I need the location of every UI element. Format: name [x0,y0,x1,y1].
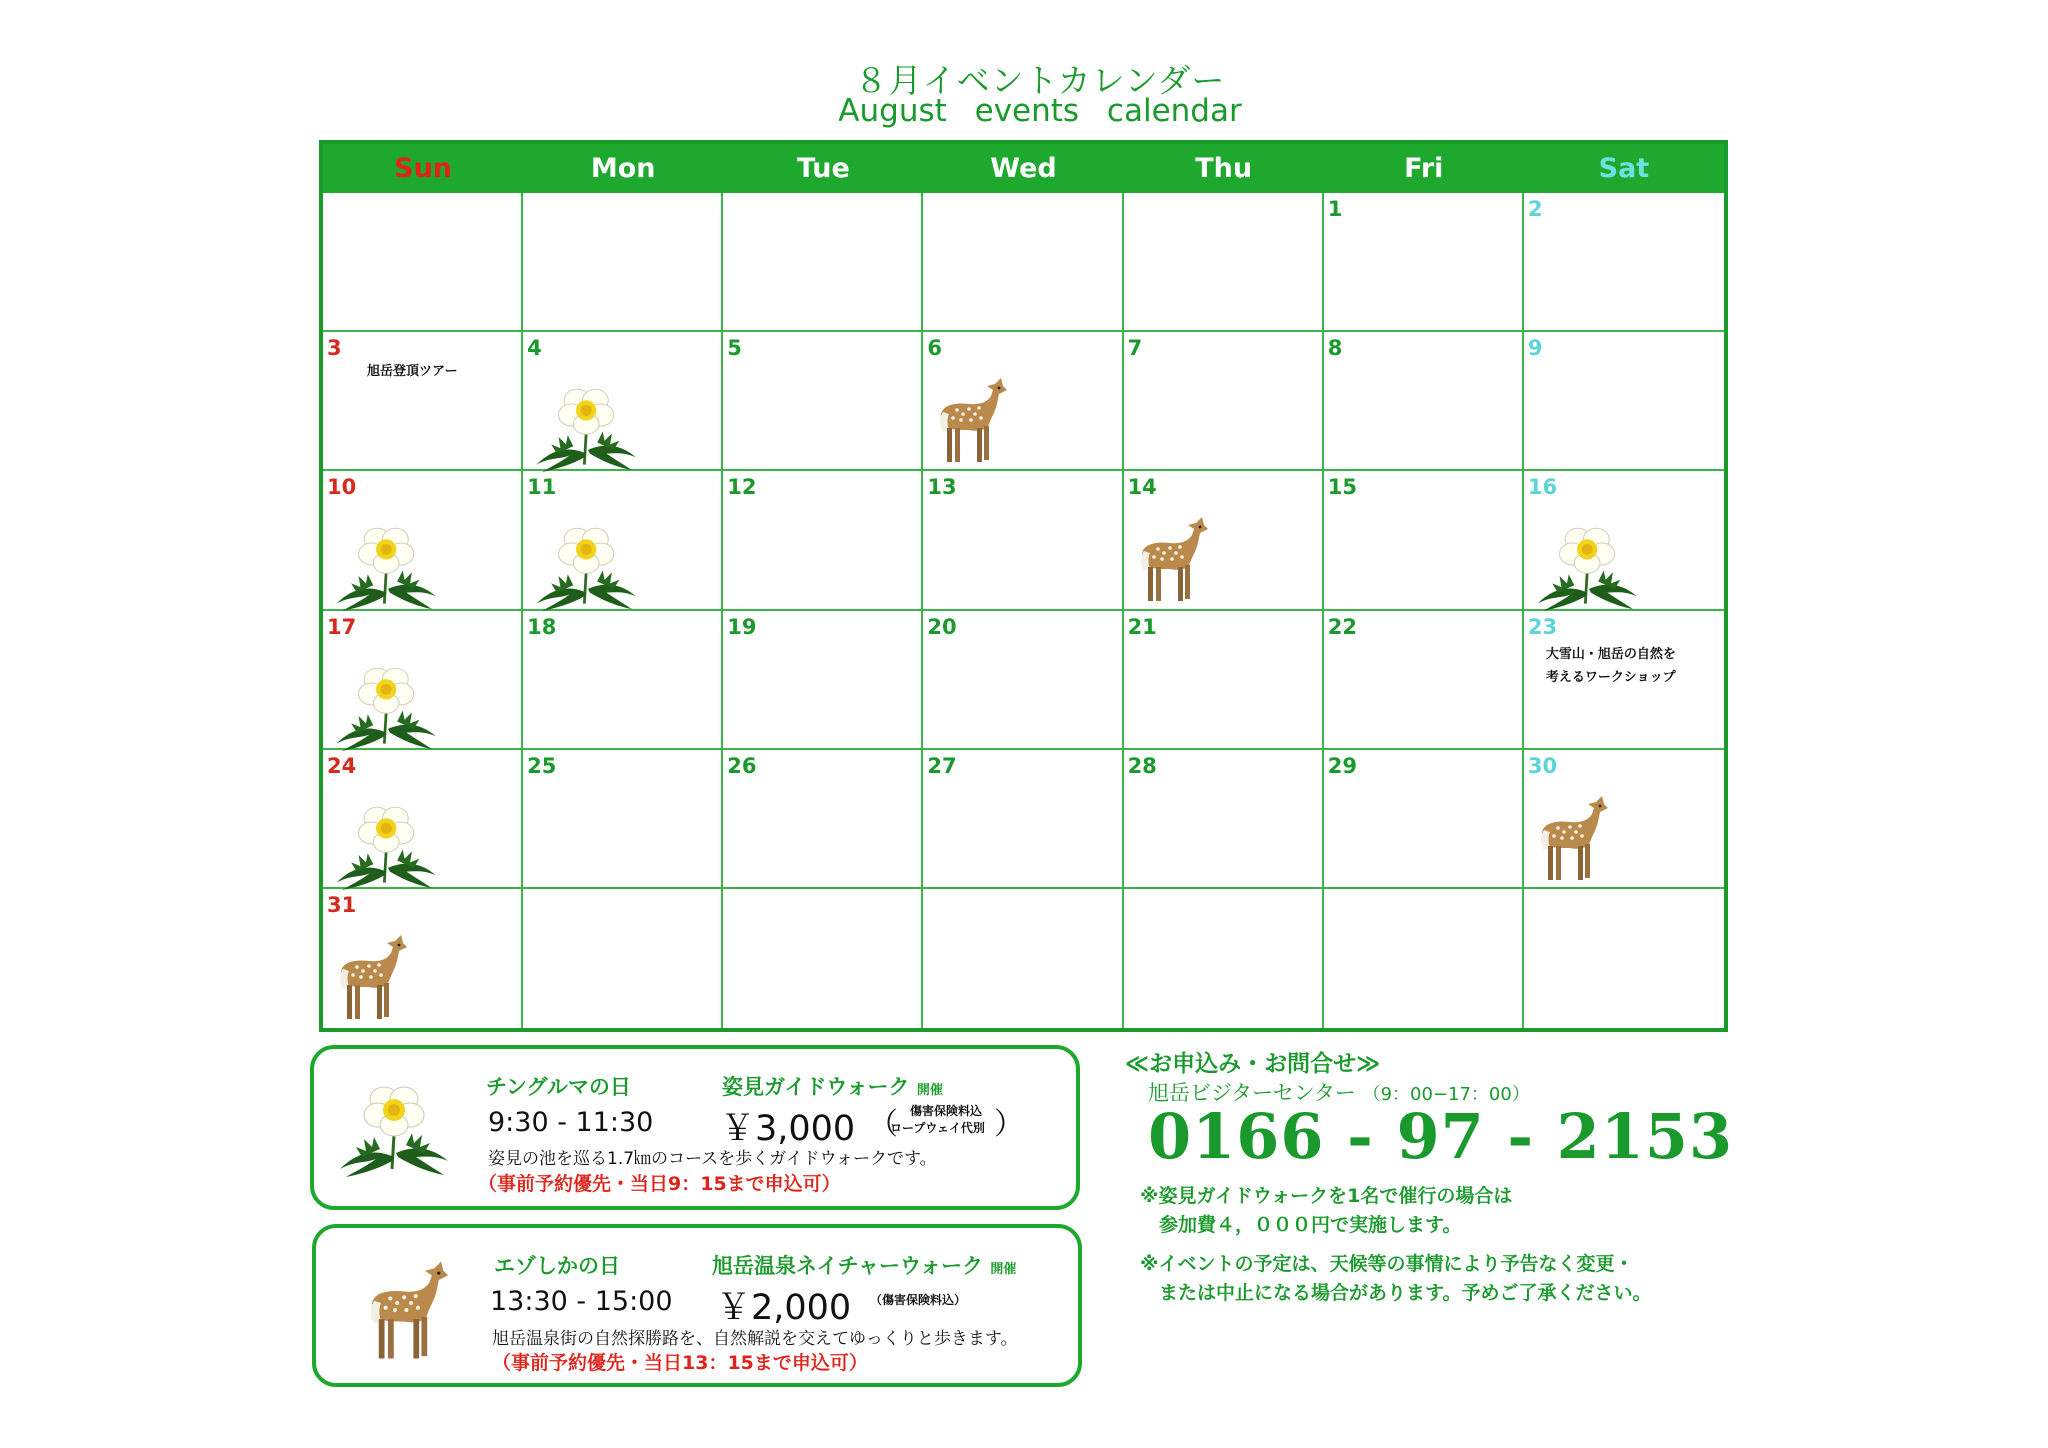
box1-time: 9:30 - 11:30 [488,1107,654,1138]
day-number: 18 [527,614,557,639]
day-number: 28 [1127,753,1157,778]
calendar-day-cell [523,193,723,332]
flower-icon [329,798,447,890]
box2-price: ￥2,000 [716,1288,852,1328]
day-event: 大雪山・旭岳の自然を 考えるワークショップ [1545,646,1676,685]
day-number: 12 [727,475,757,500]
box1-description: 姿見の池を巡る1.7㎞のコースを歩くガイドウォークです。 [488,1149,937,1169]
note-min-participants: ※姿見ガイドウォークを1名で催行の場合は 参加費４，０００円で実施します。 [1140,1185,1513,1236]
deer-icon [1130,511,1208,607]
calendar-title-jp: ８月イベントカレンダー [854,61,1226,100]
weekday-mon: Mon [590,153,656,184]
calendar-day-cell [523,889,723,1028]
deer-icon [329,929,407,1025]
day-number: 13 [927,475,957,500]
day-number: 5 [727,336,742,361]
box2-event-name: 旭岳温泉ネイチャーウォーク 開催 [712,1254,1017,1278]
day-number: 7 [1127,336,1143,361]
calendar-day-cell [1324,611,1524,750]
contact-phone[interactable]: 0166 - 97 - 2153 [1148,1100,1734,1173]
note-schedule-change: ※イベントの予定は、天候等の事情により予告なく変更・ または中止になる場合があります。予めご了承ください。 [1140,1253,1652,1304]
calendar-day-cell [723,471,923,610]
weekday-sun: Sun [394,153,453,184]
calendar-day-cell [523,750,723,889]
box2-time: 13:30 - 15:00 [490,1286,673,1317]
calendar-day-cell [323,889,523,1028]
calendar-title-en: August events calendar [838,93,1242,129]
box2-description: 旭岳温泉街の自然探勝路を、自然解説を交えてゆっくりと歩きます。 [492,1329,1018,1349]
deer-icon [358,1254,448,1366]
day-number: 20 [927,614,957,639]
day-number: 19 [727,614,757,639]
ezoshika-day-box [312,1224,1082,1387]
weekday-tue: Tue [796,153,850,184]
calendar-day-cell [523,611,723,750]
calendar-day-cell [723,611,923,750]
calendar-day-cell [723,193,923,332]
calendar-day-cell [1524,471,1724,610]
day-number: 22 [1327,614,1357,639]
box2-note: （傷害保険料込） [870,1293,967,1307]
day-number: 4 [527,336,542,361]
box2-reservation: （事前予約優先・当日13：15まで申込可） [492,1352,868,1374]
weekday-thu: Thu [1195,153,1253,184]
day-number: 11 [527,475,557,500]
flower-icon [329,519,447,611]
calendar-day-cell [1124,332,1324,471]
calendar-day-cell [723,332,923,471]
contact-heading: ≪お申込み・お問合せ≫ [1125,1051,1381,1077]
flower-icon [329,659,447,751]
day-number: 10 [327,475,357,500]
weekday-sat: Sat [1598,153,1650,184]
weekday-header [323,144,1724,193]
box1-paren-close: ） [994,1107,1024,1142]
day-number: 8 [1327,336,1343,361]
calendar-day-cell [923,611,1123,750]
day-number: 9 [1527,336,1543,361]
calendar-day-cell [1124,889,1324,1028]
day-number: 23 [1527,614,1558,639]
calendar-day-cell [1524,332,1724,471]
day-number: 25 [527,753,557,778]
day-number: 14 [1127,475,1157,500]
calendar-day-cell [1124,471,1324,610]
box1-reservation: （事前予約優先・当日9：15まで申込可） [478,1173,841,1195]
calendar-day-cell [323,193,523,332]
calendar-day-cell [923,889,1123,1028]
box1-event-name: 姿見ガイドウォーク 開催 [722,1075,943,1099]
day-number: 31 [327,892,357,917]
box1-day-name: チングルマの日 [486,1075,631,1099]
flower-icon [529,519,647,611]
day-number: 3 [327,336,342,361]
calendar-day-cell [1524,193,1724,332]
calendar-day-cell [323,750,523,889]
calendar-day-cell [923,193,1123,332]
calendar-day-cell [323,332,523,471]
day-number: 27 [927,753,957,778]
box1-note: 傷害保険料込 ロープウェイ代別 [890,1104,985,1135]
day-number: 1 [1327,197,1343,221]
calendar-grid [323,193,1724,1028]
contact-name: 旭岳ビジターセンター （9：00−17：00） [1148,1081,1530,1105]
calendar-day-cell [1324,471,1524,610]
calendar-day-cell [1324,332,1524,471]
calendar-day-cell [1524,750,1724,889]
day-number: 16 [1527,475,1558,500]
day-event: 旭岳登頂ツアー [367,364,458,380]
day-number: 2 [1527,197,1543,221]
calendar-day-cell [1524,889,1724,1028]
calendar-day-cell [923,750,1123,889]
calendar-day-cell [1524,611,1724,750]
flower-icon [529,380,647,472]
chinguruma-day-box [310,1045,1080,1210]
calendar-day-cell [323,471,523,610]
day-number: 29 [1327,753,1357,778]
calendar-day-cell [323,611,523,750]
day-number: 15 [1327,475,1357,500]
deer-icon [929,372,1007,468]
event-calendar [319,140,1728,1032]
day-number: 21 [1127,614,1157,639]
box2-day-name: エゾしかの日 [494,1254,620,1278]
calendar-day-cell [723,889,923,1028]
calendar-day-cell [1124,750,1324,889]
calendar-day-cell [1324,193,1524,332]
day-number: 24 [327,753,357,778]
calendar-day-cell [1124,611,1324,750]
contact-hours: （9：00−17：00） [1362,1084,1530,1105]
box1-paren-open: （ [868,1107,898,1142]
calendar-day-cell [523,471,723,610]
calendar-day-cell [523,332,723,471]
day-number: 26 [727,753,757,778]
box1-price: ￥3,000 [720,1109,856,1149]
flower-icon [332,1077,460,1177]
deer-icon [1530,790,1608,886]
calendar-day-cell [923,332,1123,471]
weekday-fri: Fri [1404,153,1444,184]
calendar-day-cell [723,750,923,889]
day-number: 17 [327,614,357,639]
calendar-day-cell [923,471,1123,610]
day-number: 30 [1527,753,1558,778]
day-number: 6 [927,336,943,361]
weekday-wed: Wed [990,153,1057,184]
calendar-day-cell [1324,750,1524,889]
calendar-day-cell [1124,193,1324,332]
calendar-day-cell [1324,889,1524,1028]
flower-icon [1530,519,1648,611]
